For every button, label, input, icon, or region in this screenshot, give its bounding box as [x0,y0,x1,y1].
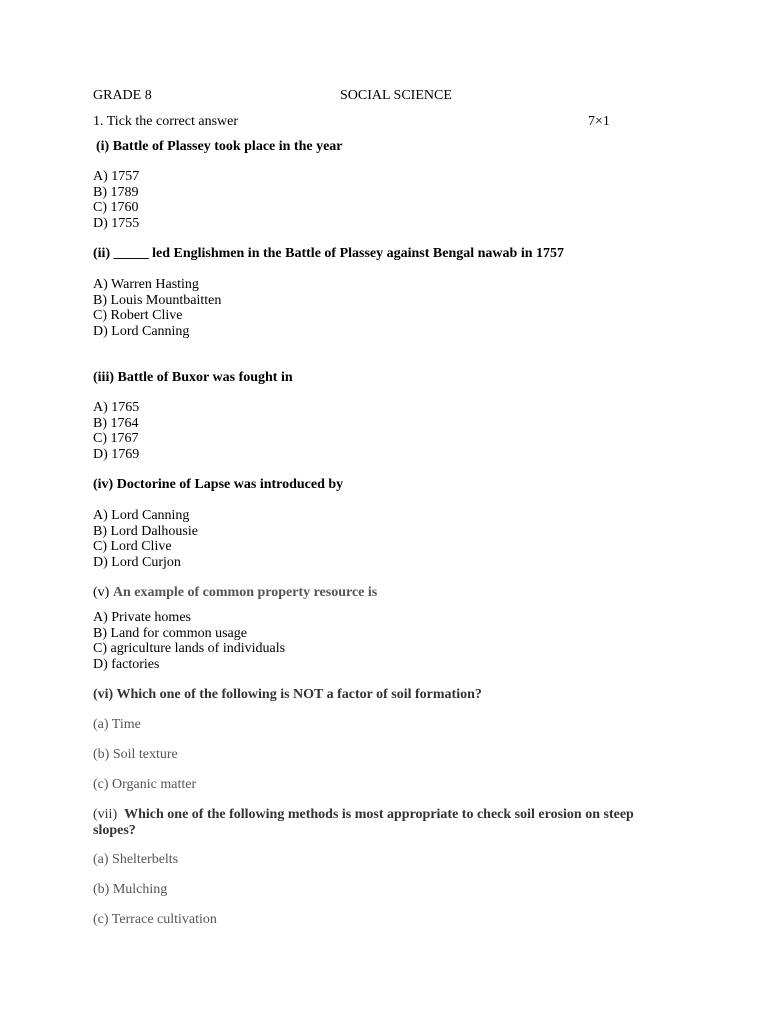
question-number: (i) [96,139,110,154]
question-6 [93,687,482,703]
question-4 [93,477,343,493]
question-3 [93,370,293,386]
question-1 [96,139,343,155]
question-text: Battle of Buxor was fought in [117,370,293,385]
option[interactable]: (a) Time [93,717,141,732]
option[interactable]: (c) Organic matter [93,777,197,792]
question-number: (v) [93,585,110,600]
question-text: led Englishmen in the Battle of Plassey against Bengal nawab in 1757 [152,246,564,261]
question-7 [93,807,634,823]
marks-label: 7×1 [588,114,610,129]
option[interactable]: C) Robert Clive [93,308,183,323]
question-5 [93,585,377,601]
option[interactable]: C) agriculture lands of individuals [93,641,286,656]
question-number: (vii) [93,807,118,822]
question-text: An example of common property resource is [112,585,378,600]
option[interactable]: D) factories [93,656,160,672]
question-number: (iv) [93,477,114,492]
grade-label: GRADE 8 [93,88,152,103]
question-text: Doctorine of Lapse was introduced by [116,477,344,492]
option[interactable]: A) 1765 [93,400,140,415]
question-text: Which one of the following methods is most appropriate to check soil erosion on steep [124,807,634,822]
option[interactable]: (b) Mulching [93,882,168,897]
question-text: Battle of Plassey took place in the year [112,139,343,154]
option[interactable]: A) Private homes [93,610,191,625]
question-number: (iii) [93,370,114,385]
option[interactable]: C) 1760 [93,200,139,215]
option[interactable]: A) Lord Canning [93,508,190,523]
option[interactable]: (b) Soil texture [93,747,178,762]
option[interactable]: A) Warren Hasting [93,277,199,292]
option[interactable]: A) 1757 [93,169,140,184]
option[interactable]: (c) Terrace cultivation [93,912,217,927]
option[interactable]: B) Land for common usage [93,625,247,641]
option[interactable]: D) Lord Canning [93,323,190,339]
option[interactable]: B) Lord Dalhousie [93,523,198,539]
option[interactable]: D) 1769 [93,446,140,462]
instruction-text: 1. Tick the correct answer [93,114,239,129]
option[interactable]: C) Lord Clive [93,539,172,554]
question-number: (vi) [93,687,114,702]
question-7-continued: slopes? [93,823,136,838]
question-text: Which one of the following is NOT a factor of soil formation? [116,687,482,702]
option[interactable]: B) Louis Mountbaitten [93,292,222,308]
answer-blank: _____ [113,246,149,261]
option[interactable]: (a) Shelterbelts [93,852,179,867]
option[interactable]: B) 1789 [93,184,139,200]
option[interactable]: B) 1764 [93,415,139,431]
option[interactable]: C) 1767 [93,431,139,446]
option[interactable]: D) 1755 [93,215,140,231]
subject-label: SOCIAL SCIENCE [340,88,452,103]
option[interactable]: D) Lord Curjon [93,554,181,570]
question-number: (ii) [93,246,111,261]
question-2 [93,246,564,262]
